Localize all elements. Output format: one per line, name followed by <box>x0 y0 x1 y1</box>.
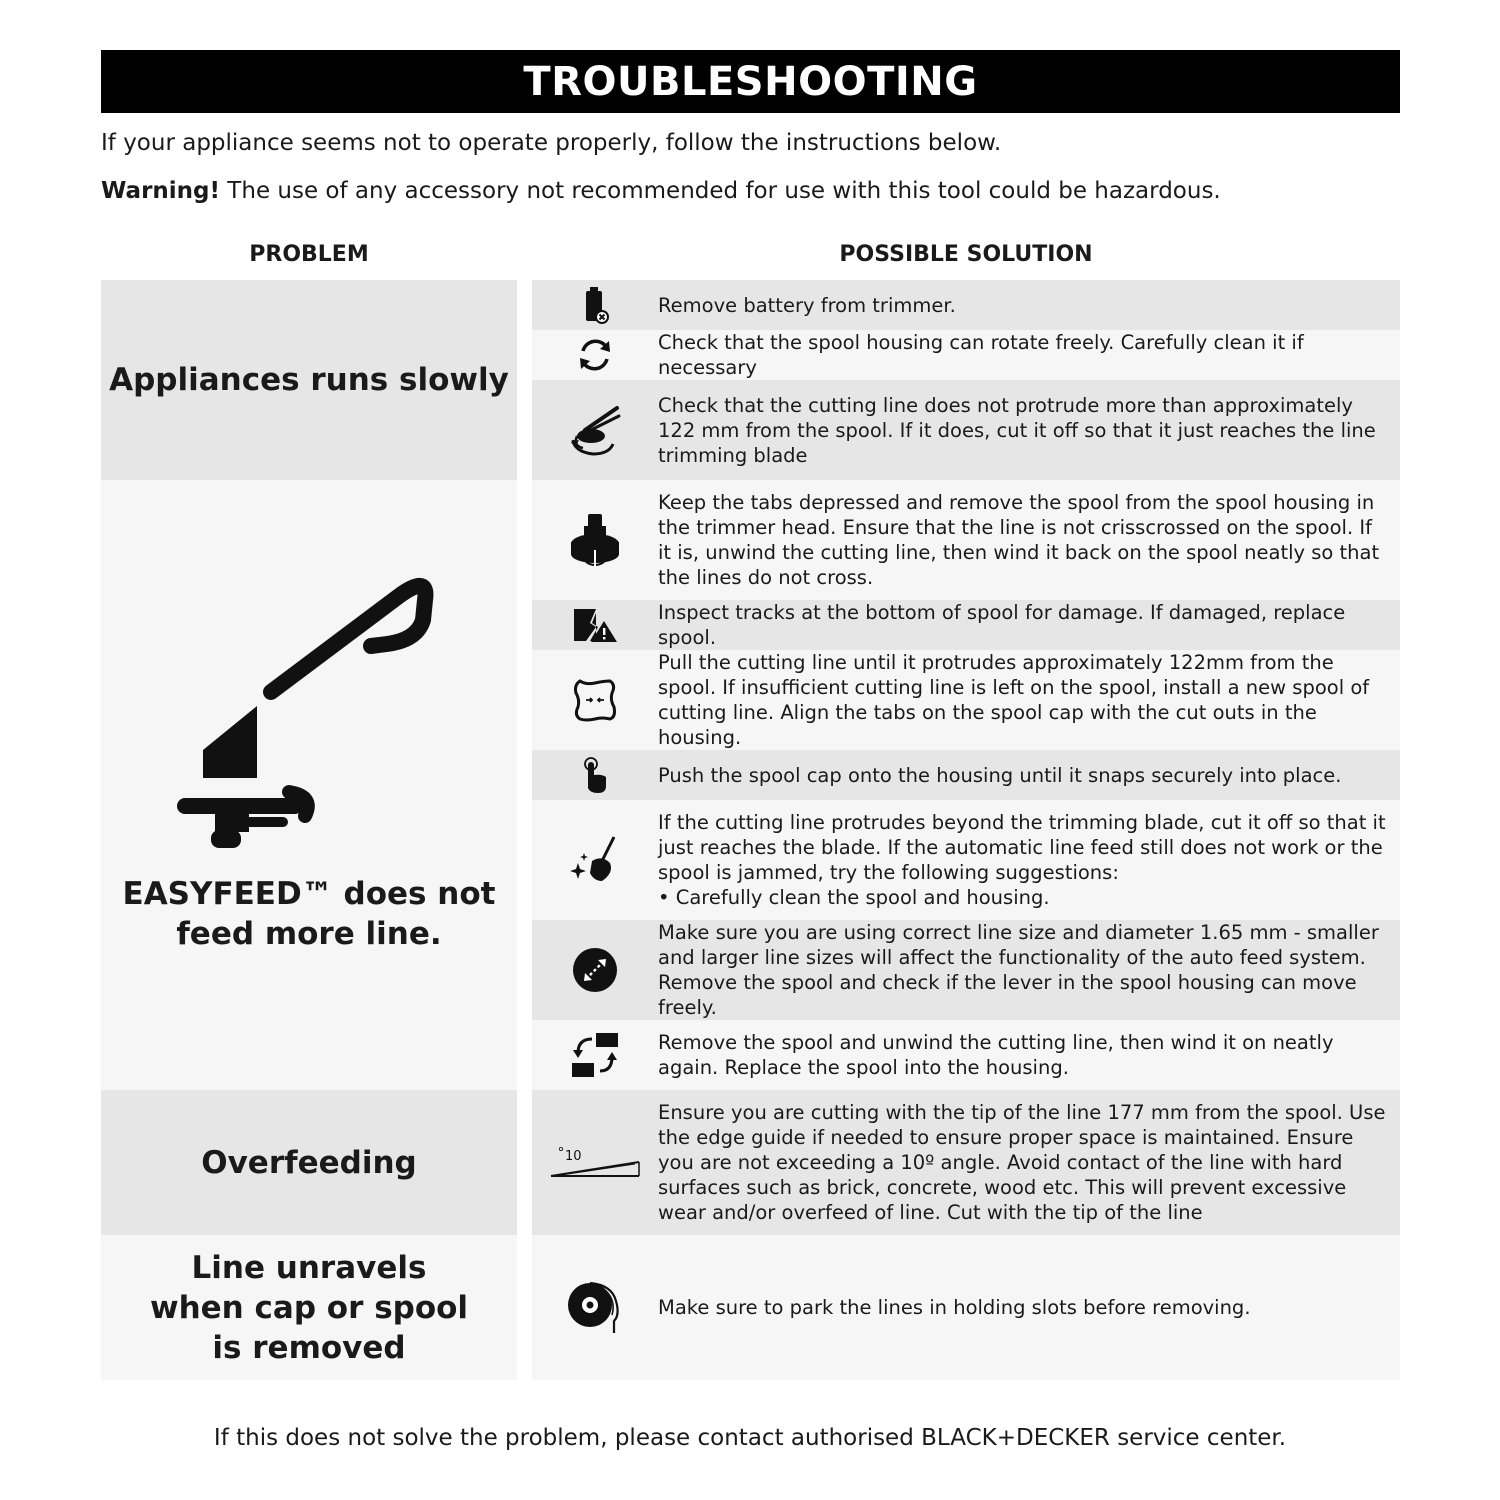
problem-text: Line unravels when cap or spool is removed <box>149 1249 469 1366</box>
rotate-icon <box>532 330 658 380</box>
angle-icon <box>532 1090 658 1235</box>
problem-column-header: PROBLEM <box>249 242 369 267</box>
solution-row <box>532 280 1400 330</box>
spool-cap-align-icon <box>532 650 658 750</box>
problem-text: Overfeeding <box>201 1144 417 1181</box>
warning-body: The use of any accessory not recommended for use with this tool could be hazardous. <box>220 178 1221 204</box>
page-title: TROUBLESHOOTING <box>523 58 978 105</box>
solution-text: Ensure you are cutting with the tip of the line 177 mm from the spool. Use the edge guide if needed to ensure proper space is maintained. Ensure you are not exceeding a 10º angle. Avoid contact of the line with hard surfaces such as brick, concrete, wood etc. This will prevent excessive wear and/or overfeed of line. Cut with the tip of the line <box>658 1101 1386 1224</box>
solution-row <box>532 480 1400 600</box>
angle-label: 10 <box>565 1148 582 1164</box>
spool-icon <box>532 480 658 600</box>
cutting-line-icon <box>532 380 658 480</box>
title-banner <box>101 50 1400 113</box>
rewind-icon <box>532 1020 658 1090</box>
problem-text: Appliances runs slowly <box>109 362 509 398</box>
cleaning-brush-icon <box>532 800 658 920</box>
solution-row <box>532 1020 1400 1090</box>
problem-cell <box>101 280 517 480</box>
damage-warning-icon <box>532 600 658 650</box>
solution-text: Check that the cutting line does not protrude more than approximately 122 mm from the spool. If it does, cut it off so that it just reaches the line trimming blade <box>658 393 1376 467</box>
solution-text: Remove the spool and unwind the cutting line, then wind it on neatly again. Replace the spool into the housing. <box>658 1031 1334 1079</box>
push-finger-icon <box>532 750 658 800</box>
line-reel-icon <box>532 1235 658 1380</box>
solution-row <box>532 1090 1400 1235</box>
solution-row <box>532 650 1400 750</box>
string-trimmer-icon <box>171 560 441 850</box>
solution-row <box>532 330 1400 380</box>
solution-text: Keep the tabs depressed and remove the spool from the spool housing in the trimmer head. Ensure that the line is not crisscrossed on the spool. If it is, unwind the cutting line, then wind it back on the spool neatly so that the lines do not cross. <box>658 491 1380 589</box>
battery-remove-icon <box>532 280 658 330</box>
solution-row <box>532 920 1400 1020</box>
problem-cell <box>101 1235 517 1380</box>
solution-text: If the cutting line protrudes beyond the trimming blade, cut it off so that it just reaches the blade. If the automatic line feed still does not work or the spool is jammed, try the following suggestions: • Carefully clean the spool and housing. <box>658 811 1386 909</box>
solution-text: Make sure to park the lines in holding slots before removing. <box>658 1296 1251 1319</box>
solution-text: Inspect tracks at the bottom of spool for damage. If damaged, replace spool. <box>658 601 1346 649</box>
solution-row <box>532 750 1400 800</box>
problem-cell <box>101 480 517 1090</box>
intro-text: If your appliance seems not to operate properly, follow the instructions below. <box>101 130 1002 156</box>
solution-row <box>532 800 1400 920</box>
solution-text: Make sure you are using correct line size and diameter 1.65 mm - smaller and larger line sizes will affect the functionality of the auto feed system. Remove the spool and check if the lever in the spool housing can move freely. <box>658 921 1379 1019</box>
solution-text: Push the spool cap onto the housing until it snaps securely into place. <box>658 763 1342 787</box>
diameter-icon <box>532 920 658 1020</box>
footer-note: If this does not solve the problem, please contact authorised BLACK+DECKER service center. <box>213 1425 1287 1451</box>
solution-row <box>532 1235 1400 1380</box>
warning-label: Warning! <box>101 178 220 204</box>
solution-text: Check that the spool housing can rotate freely. Carefully clean it if necessary <box>658 331 1304 379</box>
solution-row <box>532 380 1400 480</box>
solution-text: Remove battery from trimmer. <box>658 293 956 317</box>
warning-text <box>101 178 1221 204</box>
solution-row <box>532 600 1400 650</box>
problem-cell <box>101 1090 517 1235</box>
solution-column-header: POSSIBLE SOLUTION <box>839 242 1093 267</box>
solution-text: Pull the cutting line until it protrudes approximately 122mm from the spool. If insufficient cutting line is left on the spool, install a new spool of cutting line. Align the tabs on the spool cap with the cut outs in the housing. <box>658 651 1370 749</box>
problem-text: EASYFEED™ does not feed more line. <box>122 876 496 952</box>
